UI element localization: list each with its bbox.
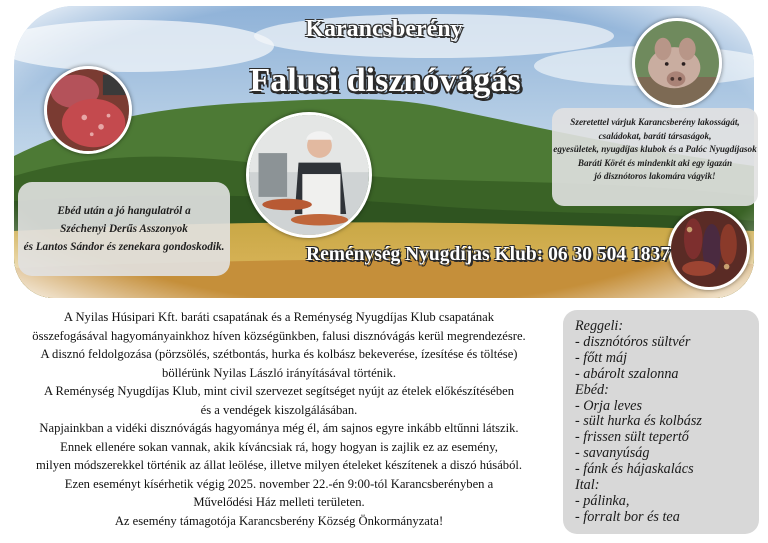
- menu-line: - abárolt szalonna: [575, 365, 679, 382]
- town-title: Karancsberény: [305, 16, 463, 42]
- description-line: böllérünk Nyilas László irányításával történik.: [162, 365, 396, 380]
- description-line: A Reménység Nyugdíjas Klub, mint civil szervezet segítséget nyújt az ételek előkészítésében: [43, 384, 515, 398]
- menu-line: Ebéd:: [575, 381, 609, 398]
- menu-line: - frissen sült tepertő: [575, 429, 689, 446]
- invite-line: családokat, baráti társaságok,: [598, 130, 712, 141]
- menu-line: - disznótóros sültvér: [575, 333, 691, 350]
- description-line: és a vendégek kiszolgálásában.: [200, 402, 358, 417]
- event-description: [10, 308, 548, 530]
- description-line: Napjainkban a vidéki disznóvágás hagyománya még él, ám sajnos egyre inkább eltűnni látszik.: [39, 421, 519, 435]
- menu-line: - főtt máj: [575, 349, 628, 366]
- description-line: A disznó feldolgozása (pörzsölés, szétbontás, hurka és kolbász bekeverése, ízesítése és töltése): [40, 347, 518, 361]
- event-title: Falusi disznóvágás: [249, 62, 521, 99]
- lunch-line: Ebéd után a jó hangulatról a: [57, 205, 191, 217]
- description-line: milyen módszerekkel történik az állat leölése, illetve milyen ételeket készítenek a diszó húsából.: [35, 458, 523, 472]
- butcher-photo: [246, 112, 372, 238]
- menu-line: - forralt bor és tea: [575, 508, 680, 525]
- menu-line: - Orja leves: [575, 397, 642, 414]
- club-phone-number: Reménység Nyugdíjas Klub: 06 30 504 1837: [306, 244, 671, 265]
- description-line: Az esemény támagotója Karancsberény Község Önkormányzata!: [114, 513, 444, 528]
- description-line: Ezen eseményt kísérhetik végig 2025. november 22.-én 9:00-tól Karancsberényben a: [64, 476, 494, 491]
- description-line: összefogásával hagyományainkhoz híven községünkben, falusi disznóvágás kerül megrendezésre.: [32, 328, 526, 343]
- menu-line: - fánk és hájaskalács: [575, 461, 694, 478]
- description-line: Ennek ellenére sokan vannak, akik kíváncsiak rá, hogy hogyan is zajlik ez az esemény,: [60, 439, 498, 454]
- menu-line: Reggeli:: [575, 318, 624, 334]
- menu-line: - pálinka,: [575, 492, 630, 509]
- lunch-line: Széchenyi Derűs Asszonyok: [60, 223, 188, 235]
- menu-box: [563, 310, 759, 534]
- minced-meat-photo: [44, 66, 132, 154]
- invitation-box: [552, 108, 758, 206]
- invite-line: Baráti Körét és mindenkit aki egy igazán: [577, 157, 733, 168]
- lunch-line: és Lantos Sándor és zenekara gondoskodik.: [23, 241, 225, 253]
- sausage-photo: [668, 208, 750, 290]
- description-line: A Nyilas Húsipari Kft. baráti csapatának és a Reménység Nyugdíjas Klub csapatának: [63, 310, 495, 324]
- invite-line: jó disznótoros lakomára vágyik!: [594, 171, 716, 181]
- menu-line: - sült hurka és kolbász: [575, 413, 702, 430]
- menu-line: Ital:: [575, 477, 600, 494]
- lunch-entertainment-box: [18, 182, 230, 276]
- invite-line: egyesületek, nyugdíjas klubok és a Palóc Nyugdíjasok: [553, 144, 757, 154]
- description-line: Művelődési Ház melleti területen.: [193, 495, 365, 509]
- menu-line: - savanyúság: [575, 445, 650, 462]
- invite-line: Szeretettel várjuk Karancsberény lakosságát,: [570, 117, 740, 127]
